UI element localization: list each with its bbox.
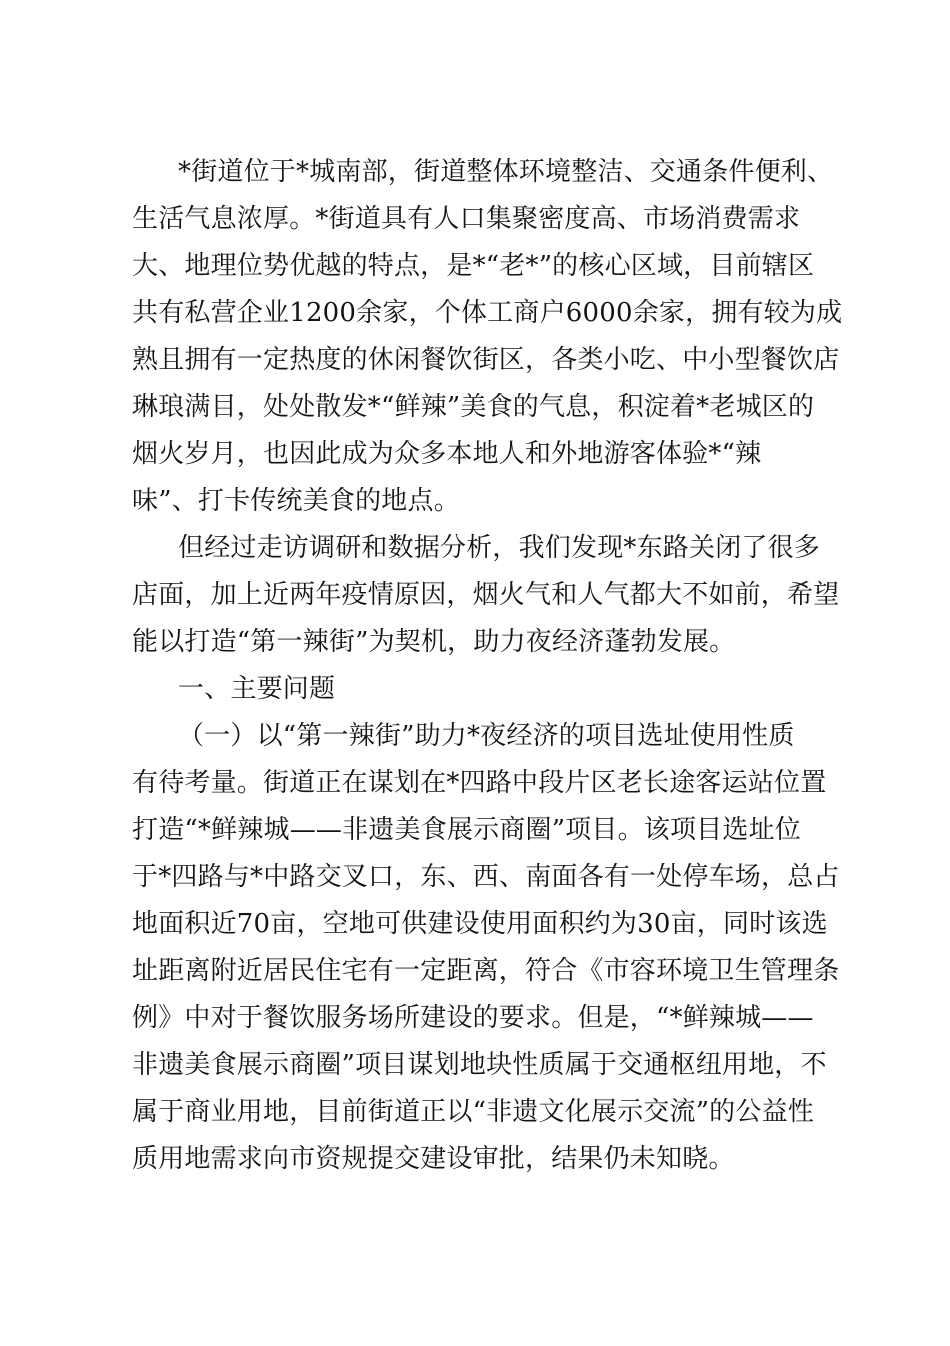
text-line: 但经过走访调研和数据分析，我们发现*东路关闭了很多	[178, 533, 821, 563]
text-line: 质用地需求向市资规提交建设审批，结果仍未知晓。	[132, 1144, 735, 1174]
text-line: 非遗美食展示商圈”项目谋划地块性质属于交通枢纽用地，不	[132, 1050, 827, 1080]
text-line: 共有私营企业1200余家，个体工商户6000余家，拥有较为成	[132, 298, 843, 328]
text-line: 例》中对于餐饮服务场所建设的要求。但是，“*鲜辣城——	[132, 1003, 814, 1033]
text-line: 地面积近70亩，空地可供建设使用面积约为30亩，同时该选	[132, 909, 828, 939]
text-line: 大、地理位势优越的特点，是*“老*”的核心区域，目前辖区	[132, 251, 815, 281]
text-line: 烟火岁月，也因此成为众多本地人和外地游客体验*“辣	[132, 439, 762, 469]
section-heading: 一、主要问题	[178, 674, 336, 704]
text-line: 熟且拥有一定热度的休闲餐饮街区，各类小吃、中小型餐饮店	[132, 345, 840, 375]
text-line: *街道位于*城南部，街道整体环境整洁、交通条件便利、	[178, 157, 834, 187]
text-line: 味”、打卡传统美食的地点。	[132, 486, 460, 516]
text-line: 属于商业用地，目前街道正以“非遗文化展示交流”的公益性	[132, 1097, 814, 1127]
text-line: 有待考量。街道正在谋划在*四路中段片区老长途客运站位置	[132, 768, 827, 798]
text-line: 于*四路与*中路交叉口，东、西、南面各有一处停车场，总占	[132, 862, 840, 892]
text-line: 店面，加上近两年疫情原因，烟火气和人气都大不如前，希望	[132, 580, 840, 610]
text-line: 打造“*鲜辣城——非遗美食展示商圈”项目。该项目选址位	[132, 815, 801, 845]
text-line: 能以打造“第一辣街”为契机，助力夜经济蓬勃发展。	[132, 627, 736, 657]
text-line: 址距离附近居民住宅有一定距离，符合《市容环境卫生管理条	[132, 956, 840, 986]
text-line: （一）以“第一辣街”助力*夜经济的项目选址使用性质	[178, 721, 795, 751]
text-line: 生活气息浓厚。*街道具有人口集聚密度高、市场消费需求	[132, 204, 801, 234]
text-line: 琳琅满目，处处散发*“鲜辣”美食的气息，积淀着*老城区的	[132, 392, 815, 422]
